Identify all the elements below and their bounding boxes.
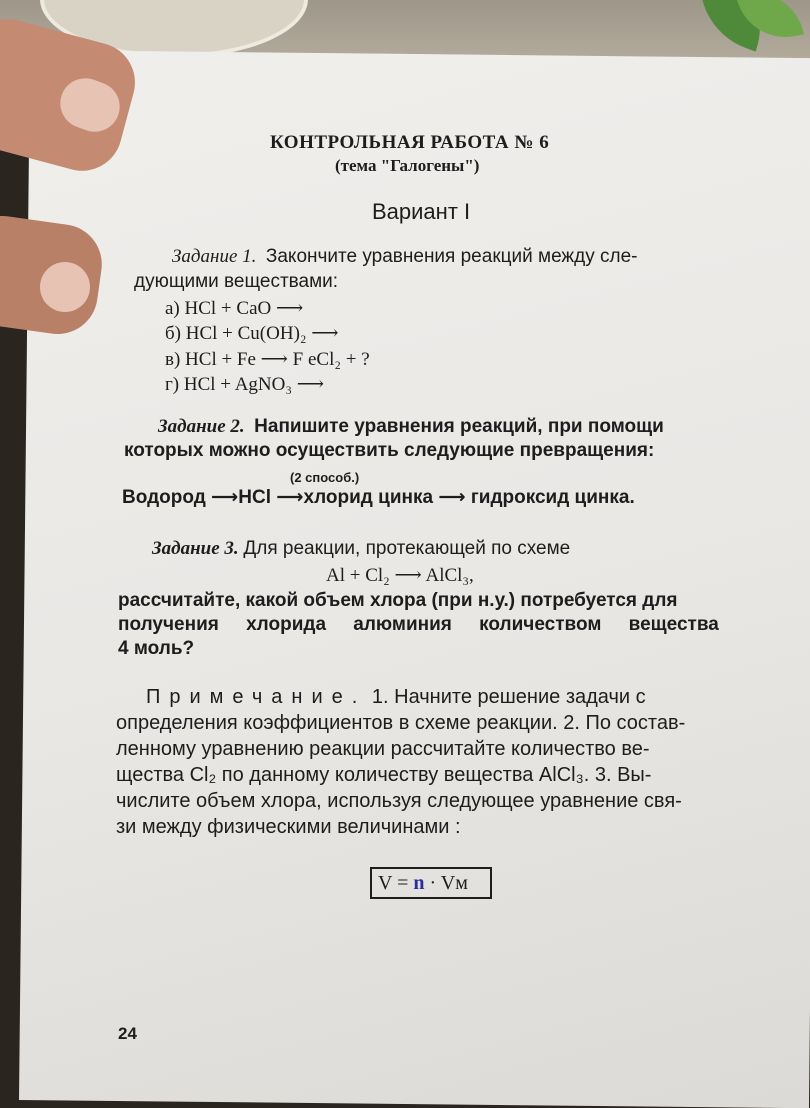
task1-equation-d: г) HCl + AgNO₃ ⟶ — [165, 374, 324, 395]
task1-label: Задание 1. — [172, 246, 257, 267]
task1-equation-b: б) HCl + Cu(OH)₂ ⟶ — [165, 323, 339, 344]
task3-label: Задание 3. — [152, 538, 239, 559]
task3-line1 — [152, 538, 570, 560]
formula-box — [370, 867, 492, 899]
task3-question-line2: получения хлорида алюминия количеством вещества — [118, 614, 719, 635]
note-text-line3: ленному уравнению реакции рассчитайте количество ве- — [116, 738, 650, 760]
task3-question-line3: 4 моль? — [118, 638, 195, 659]
task2-text-line1: Напишите уравнения реакций, при помощи — [254, 416, 664, 437]
variant-heading: Вариант I — [372, 199, 471, 224]
fingernail-bottom — [40, 262, 90, 312]
note-text-line1: 1. Начните решение задачи с — [371, 686, 646, 708]
document-title: КОНТРОЛЬНАЯ РАБОТА № 6 — [270, 132, 550, 153]
note-text-line5: числите объем хлора, используя следующее уравнение свя- — [116, 790, 682, 812]
task1-text-line2: дующими веществами: — [134, 271, 339, 292]
task2-label: Задание 2. — [158, 416, 245, 437]
note-text-line2: определения коэффициентов в схеме реакции. 2. По состав- — [116, 712, 686, 734]
task2-method-note: (2 способ.) — [290, 470, 360, 485]
note-line1 — [146, 686, 646, 709]
formula-handwritten: n — [413, 872, 425, 894]
task1-equation-a: а) HCl + CaO ⟶ — [165, 298, 304, 319]
task1-equation-c: в) HCl + Fe ⟶ F eCl₂ + ? — [165, 349, 370, 370]
task2-text-line2: которых можно осуществить следующие превращения: — [124, 440, 655, 461]
note-text-line6: зи между физическими величинами : — [116, 816, 461, 838]
note-label: Примечание. — [146, 686, 367, 708]
task3-text: Для реакции, протекающей по схеме — [243, 538, 571, 559]
task3-equation: Al + Cl₂ ⟶ AlCl₃, — [326, 565, 474, 586]
task1-text-line1: Закончите уравнения реакций между сле- — [265, 246, 638, 267]
task2-chain: Водород ⟶HCl ⟶хлорид цинка ⟶ гидроксид цинка. — [122, 487, 635, 508]
document-subtitle: (тема "Галогены") — [335, 156, 480, 175]
task3-question-line1: рассчитайте, какой объем хлора (при н.у.) потребуется для — [118, 590, 678, 611]
task1-line1 — [172, 246, 638, 268]
formula-left: V = — [378, 872, 409, 894]
page-number: 24 — [118, 1024, 137, 1043]
formula-right: · Vм — [429, 872, 468, 894]
note-text-line4: щества Cl₂ по данному количеству вещества AlCl₃. 3. Вы- — [116, 764, 652, 786]
task2-line1 — [158, 416, 664, 438]
